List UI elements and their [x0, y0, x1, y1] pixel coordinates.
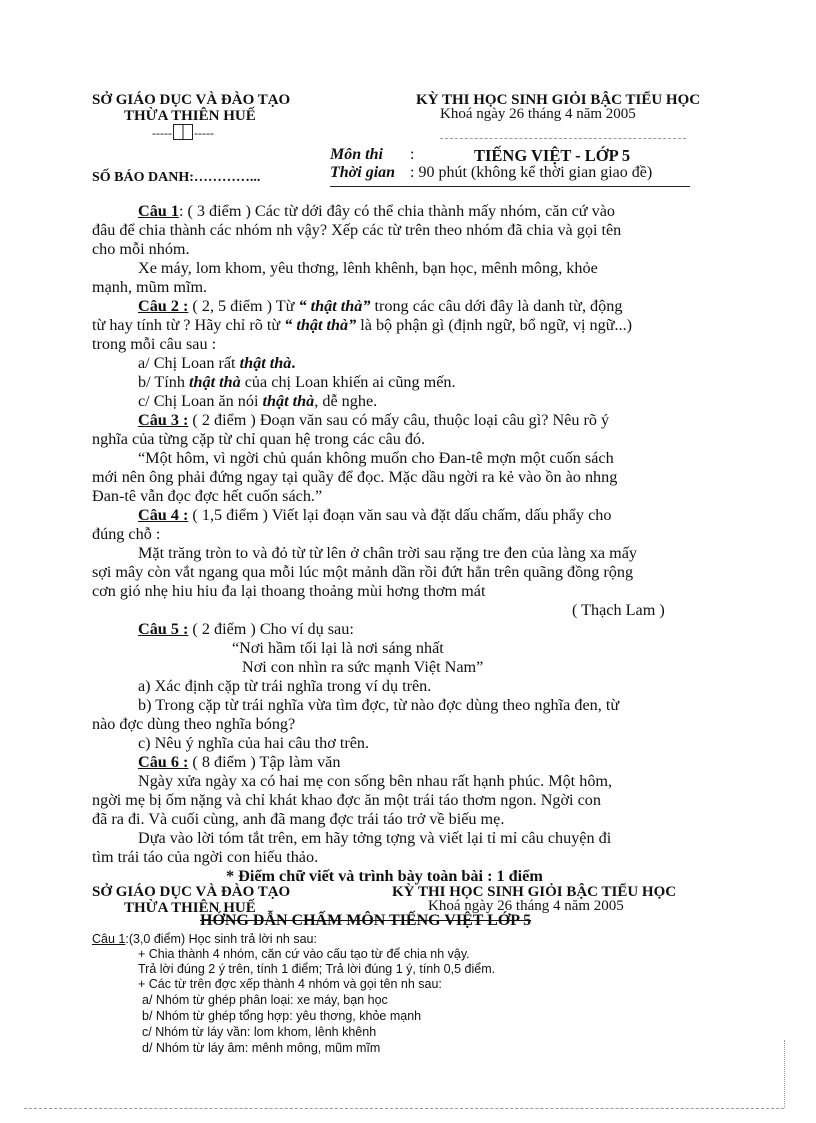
q2-item-a: a/ Chị Loan rất thật thà.	[138, 354, 296, 372]
q4-line-2: đúng chỗ :	[92, 525, 161, 543]
q2-title: Câu 2 :	[138, 297, 189, 315]
q6-passage-5: tìm trái táo của ngời con hiếu thảo.	[92, 848, 319, 866]
answer-exam-name: KỲ THI HỌC SINH GIỎI BẬC TIỂU HỌC	[392, 884, 677, 900]
presentation-score: * Điểm chữ viết và trình bày toàn bài : 1 điểm	[226, 867, 543, 885]
a1-group-c: c/ Nhóm từ láy vần: lom khom, lênh khênh	[142, 1025, 377, 1039]
q6-title: Câu 6 :	[138, 753, 189, 771]
a1-group-d: d/ Nhóm từ láy âm: mênh mông, mũm mĩm	[142, 1041, 381, 1055]
a1-line-2: + Chia thành 4 nhóm, căn cứ vào cấu tạo từ để chia nh vậy.	[138, 947, 470, 961]
q6-passage-4: Dựa vào lời tóm tắt trên, em hãy tởng tợng và viết lại tỉ mỉ câu chuyện đi	[138, 829, 612, 847]
subject-colon: :	[410, 146, 415, 163]
q3-passage-3: Đan-tê vẫn đọc đợc hết cuốn sách.”	[92, 487, 323, 505]
q1-line-3: cho mỗi nhóm.	[92, 240, 190, 258]
answer-exam-date: Khoá ngày 26 tháng 4 năm 2005	[428, 898, 624, 914]
deco-dashes-right: -----	[193, 126, 214, 140]
a1-group-b: b/ Nhóm từ ghép tổng hợp: yêu thơng, khỏe mạnh	[142, 1009, 422, 1023]
a1-line-4: + Các từ trên đợc xếp thành 4 nhóm và gọi tên nh sau:	[138, 977, 442, 991]
header-decoration	[152, 124, 214, 141]
header-rule	[330, 186, 690, 187]
exam-date: Khoá ngày 26 tháng 4 năm 2005	[440, 106, 636, 122]
deco-dashes-left: -----	[152, 126, 172, 140]
q5-poem-2: Nơi con nhìn ra sức mạnh Việt Nam”	[242, 658, 484, 676]
q1-line-1: Câu 1: ( 3 điểm ) Các từ dới đây có thể chia thành mấy nhóm, căn cứ vào	[138, 202, 615, 220]
q2-line-3: trong mỗi câu sau :	[92, 335, 217, 353]
answer-province-name: THỪA THIÊN HUẾ	[124, 900, 256, 916]
a1-line-3: Trả lời đúng 2 ý trên, tính 1 điểm; Trả lời đúng 1 ý, tính 0,5 điểm.	[138, 962, 496, 976]
q6-line-1: Câu 6 : ( 8 điểm ) Tập làm văn	[138, 753, 341, 771]
page-right-boundary	[784, 1040, 785, 1108]
a1-line-1: Câu 1:(3,0 điểm) Học sinh trả lời nh sau:	[92, 932, 317, 946]
q5-part-b-2: nào đợc dùng theo nghĩa bóng?	[92, 715, 296, 733]
q4-title: Câu 4 :	[138, 506, 189, 524]
q3-passage-2: mới nên ông phải đứng ngay tại quầy để đọc. Mặc dầu ngời ra kẻ vào ồn ào nhng	[92, 468, 618, 486]
exam-name: KỲ THI HỌC SINH GIỎI BẬC TIỂU HỌC	[416, 92, 701, 108]
header-dash-rule	[440, 138, 686, 139]
a1-title: Câu 1	[92, 932, 126, 946]
subject-label: Môn thi	[330, 146, 383, 163]
q5-part-c: c) Nêu ý nghĩa của hai câu thơ trên.	[138, 734, 370, 752]
q6-passage-1: Ngày xửa ngày xa có hai mẹ con sống bên nhau rất hạnh phúc. Một hôm,	[138, 772, 613, 790]
q6-passage-2: ngời mẹ bị ốm nặng và chỉ khát khao đợc ăn một trái táo thơm ngon. Ngời con	[92, 791, 601, 809]
q1-words-2: mạnh, mũm mĩm.	[92, 278, 208, 296]
q2-phrase: “ thật thà”	[298, 297, 371, 315]
q4-passage-3: cơn gió nhẹ hiu hiu đa lại thoang thoảng mùi hơng thơm mát	[92, 582, 486, 600]
q4-passage-2: sợi mây còn vắt ngang qua mỗi lúc một mảnh dần rồi đứt hẳn trên quãng đồng rộng	[92, 563, 634, 581]
q3-line-1: Câu 3 : ( 2 điểm ) Đoạn văn sau có mấy câu, thuộc loại câu gì? Nêu rõ ý	[138, 411, 610, 429]
q5-part-a: a) Xác định cặp từ trái nghĩa trong ví dụ trên.	[138, 677, 432, 695]
q4-passage-1: Mặt trăng tròn to và đỏ từ từ lên ở chân trời sau rặng tre đen của làng xa mấy	[138, 544, 638, 562]
candidate-number-label: SỐ BÁO DANH:…………...	[92, 170, 261, 185]
q3-line-2: nghĩa của từng cặp từ chỉ quan hệ trong các câu đó.	[92, 430, 426, 448]
q2-line-2: từ hay tính từ ? Hãy chỉ rõ từ “ thật thà” là bộ phận gì (định ngữ, bổ ngữ, vị ngữ...)	[92, 316, 633, 334]
a1-group-a: a/ Nhóm từ ghép phân loại: xe máy, bạn học	[142, 993, 388, 1007]
q4-line-1: Câu 4 : ( 1,5 điểm ) Viết lại đoạn văn sau và đặt dấu chấm, dấu phẩy cho	[138, 506, 612, 524]
time-value: : 90 phút (không kể thời gian giao đề)	[410, 164, 653, 181]
page-bottom-boundary	[24, 1108, 784, 1109]
q1-line-2: đâu để chia thành các nhóm nh vậy? Xếp các từ trên theo nhóm đã chia và gọi tên	[92, 221, 622, 239]
q3-title: Câu 3 :	[138, 411, 189, 429]
q4-author: ( Thạch Lam )	[572, 601, 665, 619]
q5-title: Câu 5 :	[138, 620, 189, 638]
answer-key-title: HỚNG DẪN CHẤM MÔN TIẾNG VIỆT LỚP 5	[200, 912, 532, 929]
q1-words-1: Xe máy, lom khom, yêu thơng, lênh khênh, bạn học, mênh mông, khỏe	[138, 259, 598, 277]
q1-title: Câu 1	[138, 202, 179, 220]
department-name: SỞ GIÁO DỤC VÀ ĐÀO TẠO	[92, 92, 291, 108]
q5-part-b-1: b) Trong cặp từ trái nghĩa vừa tìm đợc, từ nào đợc dùng theo nghĩa đen, từ	[138, 696, 620, 714]
q5-poem-1: “Nơi hầm tối lại là nơi sáng nhất	[232, 639, 444, 657]
province-name: THỪA THIÊN HUẾ	[124, 108, 256, 124]
q2-line-1: Câu 2 : ( 2, 5 điểm ) Từ “ thật thà” trong các câu dới đây là danh từ, động	[138, 297, 623, 315]
q2-item-b: b/ Tính thật thà của chị Loan khiến ai cũng mến.	[138, 373, 456, 391]
subject-value: TIẾNG VIỆT - LỚP 5	[474, 146, 631, 165]
q6-passage-3: đã ra đi. Và cuối cùng, anh đã mang đợc trái táo trở về biếu mẹ.	[92, 810, 505, 828]
time-label: Thời gian	[330, 164, 396, 181]
q3-passage-1: “Một hôm, vì ngời chủ quán không muốn cho Đan-tê mợn một cuốn sách	[138, 449, 614, 467]
q5-line-1: Câu 5 : ( 2 điểm ) Cho ví dụ sau:	[138, 620, 354, 638]
book-icon	[173, 124, 193, 140]
q2-item-c: c/ Chị Loan ăn nói thật thà, dễ nghe.	[138, 392, 378, 410]
answer-department-name: SỞ GIÁO DỤC VÀ ĐÀO TẠO	[92, 884, 291, 900]
